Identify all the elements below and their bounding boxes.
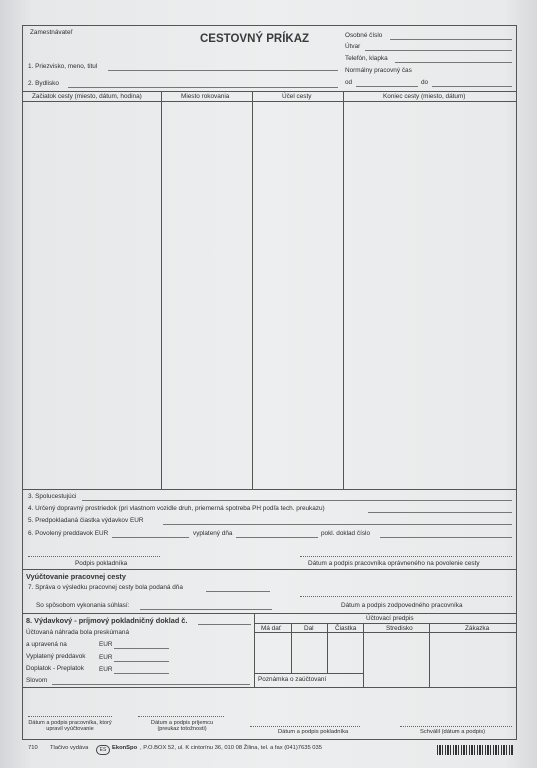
cash-bottom-rule	[22, 687, 517, 688]
expected-cost-label: 5. Predpokladaná čiastka výdavkov EUR	[28, 517, 144, 524]
name-label: 1. Priezvisko, meno, titul	[28, 63, 98, 70]
accounting-col-divider	[291, 623, 292, 673]
signature-line[interactable]	[250, 726, 360, 727]
address-label: 2. Bydlisko	[28, 80, 59, 87]
publisher-address: , P.O.BOX 52, ul. K cintorínu 36, 010 08 Žilina, tel. a fax (041)7635 035	[140, 745, 322, 751]
eur-label: EUR	[99, 641, 113, 648]
eur-label: EUR	[99, 666, 113, 673]
barcode	[437, 745, 513, 755]
to-field[interactable]	[432, 86, 512, 87]
employer-label: Zamestnávateľ	[30, 29, 73, 36]
advance-amount-field[interactable]	[114, 661, 169, 662]
adjusted-amount-field[interactable]	[114, 648, 169, 649]
table-col-divider	[252, 91, 253, 489]
to-label: do	[421, 79, 429, 86]
from-label: od	[345, 79, 353, 86]
signature-line[interactable]	[400, 726, 512, 727]
advance-label: 6. Povolený preddavok EUR	[28, 530, 109, 537]
table-header-rule	[22, 101, 517, 102]
signature-line[interactable]	[138, 716, 224, 717]
method-field[interactable]	[140, 609, 272, 610]
responsible-signature-line[interactable]	[300, 596, 512, 597]
eur-label: EUR	[99, 654, 113, 661]
form-title: CESTOVNÝ PRÍKAZ	[200, 33, 310, 45]
accounting-heading: Účtovací predpis	[366, 615, 414, 622]
approver-signature-line[interactable]	[300, 556, 512, 557]
companions-field[interactable]	[82, 500, 512, 501]
table-col-divider	[343, 91, 344, 489]
adjuster-signature-caption: Dátum a podpis pracovníka, ktorý upravil vyúčtovanie	[28, 720, 112, 733]
publisher-logo: ES	[96, 745, 110, 755]
working-time-label: Normálny pracovný čas	[345, 67, 412, 74]
cash-doc-label: pokl. doklad číslo	[321, 530, 371, 537]
accounting-rule	[254, 623, 517, 624]
approved-caption: Schválil (dátum a podpis)	[420, 729, 486, 735]
personal-number-label: Osobné číslo	[345, 32, 383, 39]
cash-row-words: Slovom	[26, 677, 48, 684]
cash-row-reviewed: Účtovaná náhrada bola preskúmaná	[26, 629, 130, 636]
name-field[interactable]	[108, 70, 338, 71]
words-field[interactable]	[52, 684, 250, 685]
cash-top-rule	[22, 613, 517, 614]
accounting-left-border	[254, 613, 255, 687]
publisher-brand: EkonSpo	[112, 745, 138, 751]
col-purpose: Účel cesty	[282, 93, 312, 100]
cash-number-field[interactable]	[198, 624, 251, 625]
cash-heading: 8. Výdavkový - príjmový pokladničný doklad č.	[26, 616, 188, 625]
balance-amount-field[interactable]	[114, 673, 169, 674]
publisher-label: Tlačivo vydáva	[50, 745, 89, 751]
approver-signature-caption: Dátum a podpis pracovníka oprávneného na povolenie cesty	[308, 560, 480, 567]
accounting-col-divider	[363, 623, 364, 687]
cashier-signature-caption: Podpis pokladníka	[75, 560, 128, 567]
from-field[interactable]	[356, 86, 418, 87]
cashier-bottom-caption: Dátum a podpis pokladníka	[278, 729, 349, 735]
department-field[interactable]	[365, 50, 512, 51]
department-label: Útvar	[345, 43, 361, 50]
method-label: So spôsobom vykonania súhlasí:	[36, 602, 130, 609]
cashier-signature-line[interactable]	[28, 556, 160, 557]
responsible-signature-caption: Dátum a podpis zodpovedného pracovníka	[341, 602, 463, 609]
phone-field[interactable]	[395, 62, 512, 63]
report-date-field[interactable]	[206, 591, 270, 592]
acc-col-center: Stredisko	[386, 625, 413, 632]
table-top-rule	[22, 91, 517, 92]
acc-col-order: Zákazka	[465, 625, 490, 632]
transport-label: 4. Určený dopravný prostriedok (pri vlastnom vozidle druh, priemerná spotreba PH podľa tech. preukazu)	[28, 505, 325, 512]
cash-row-balance: Doplatok - Preplatok	[26, 665, 84, 672]
paid-on-field[interactable]	[236, 537, 318, 538]
phone-label: Telefón, klapka	[345, 55, 388, 62]
cash-row-adjusted: a upravená na	[26, 641, 67, 648]
acc-col-credit: Dal	[304, 625, 314, 632]
accounting-rule	[254, 673, 363, 674]
accounting-col-divider	[327, 623, 328, 673]
table-col-divider	[161, 91, 162, 489]
expected-cost-field[interactable]	[163, 524, 512, 525]
cash-row-advance: Vyplatený preddavok	[26, 653, 86, 660]
accounting-col-divider	[429, 623, 430, 687]
acc-col-amount: Čiastka	[335, 625, 357, 632]
personal-number-field[interactable]	[390, 39, 512, 40]
accounting-note-label: Poznámka o zaúčtovaní	[258, 676, 327, 683]
cash-doc-field[interactable]	[380, 537, 512, 538]
advance-field[interactable]	[112, 537, 189, 538]
recipient-signature-caption: Dátum a podpis príjemcu (preukaz totožnosti)	[150, 720, 214, 733]
settlement-heading: Vyúčtovanie pracovnej cesty	[26, 572, 126, 581]
table-bottom-rule	[22, 489, 517, 490]
form-code: 710	[28, 745, 38, 751]
acc-col-debit: Má dať	[261, 625, 282, 632]
transport-field[interactable]	[368, 512, 512, 513]
signature-line[interactable]	[28, 716, 112, 717]
paid-on-label: vyplatený dňa	[193, 530, 233, 537]
address-field[interactable]	[68, 87, 338, 88]
col-trip-end: Koniec cesty (miesto, dátum)	[383, 93, 466, 100]
col-trip-start: Začiatok cesty (miesto, dátum, hodina)	[32, 93, 142, 100]
settlement-top-rule	[22, 569, 517, 570]
companions-label: 3. Spolucestujúci	[28, 493, 77, 500]
report-label: 7. Správa o výsledku pracovnej cesty bola podaná dňa	[28, 584, 183, 591]
col-meeting-place: Miesto rokovania	[181, 93, 230, 100]
